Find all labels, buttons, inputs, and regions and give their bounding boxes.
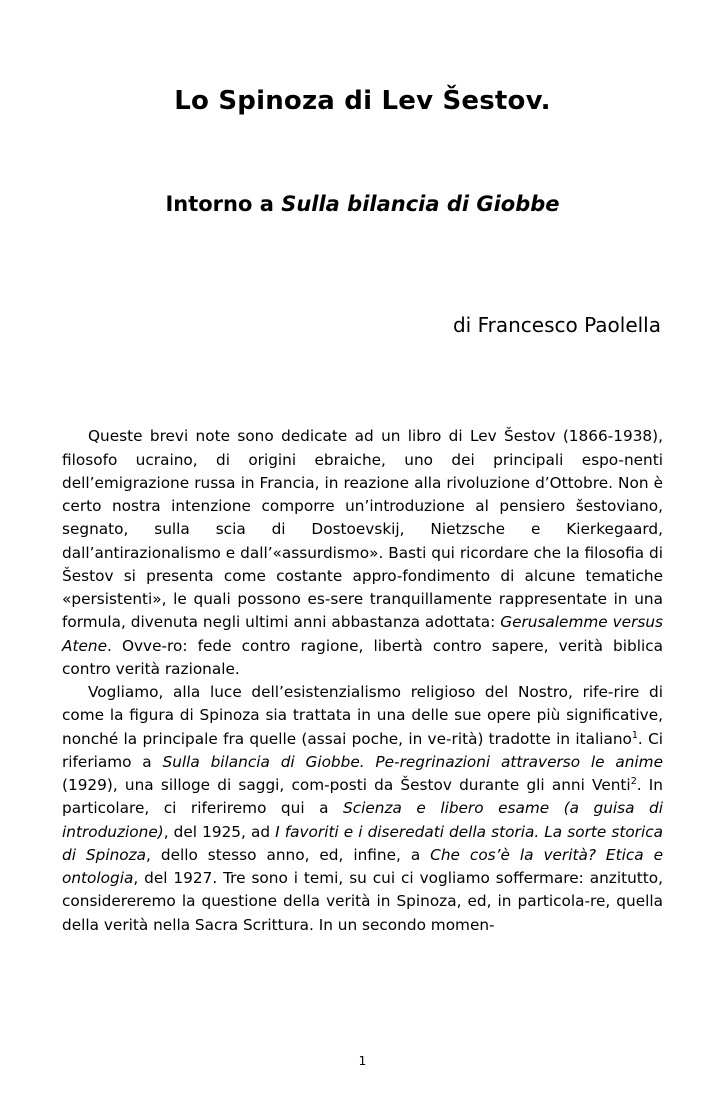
text-run: , del 1927. Tre sono i temi, su cui ci vogliamo soffermare: anzitutto, considereremo la questione della verità in Spinoza, ed, in particola-re, quella della verità nella Sacra Scrittura. In un secondo momen-	[62, 869, 663, 934]
page-number: 1	[358, 1054, 367, 1068]
text-run: . In particolare, ci riferiremo qui a	[62, 776, 663, 818]
text-run: . Ci riferiamo a	[62, 729, 663, 771]
footnote-marker[interactable]: 2	[630, 776, 637, 788]
text-run: . Ovve-ro: fede contro ragione, libertà contro sapere, verità biblica contro verità razionale.	[62, 636, 663, 678]
page-title: Lo Spinoza di Lev Šestov.	[174, 86, 551, 116]
text-run: , dello stesso anno, ed, infine, a	[146, 845, 431, 864]
subtitle-prefix: Intorno a	[165, 192, 282, 217]
text-run: Queste brevi note sono dedicate ad un libro di Lev Šestov (1866-1938), filosofo ucraino, di origini ebraiche, uno dei principali espo-nenti dell’emigrazione russa in Francia, in reazione alla rivoluzione d’Ottobre. Non è certo nostra intenzione comporre un’introduzione al pensiero šestoviano, segnato, sulla scia di Dostoevskij, Nietzsche e Kierkegaard, dall’antirazionalismo e dall’«assurdismo». Basti qui ricordare che la filosofia di Šestov si presenta come costante appro-fondimento di alcune tematiche «persistenti», le quali possono es-sere tranquillamente rappresentate in una formula, divenuta negli ultimi anni abbastanza adottata:	[62, 427, 663, 632]
italic-run: Scienza e libero esame (a guisa di introduzione)	[62, 799, 663, 841]
body-text	[62, 425, 663, 937]
text-run: Vogliamo, alla luce dell’esistenzialismo religioso del Nostro, rife-rire di come la figura di Spinoza sia trattata in una delle sue opere più significative, nonché la principale fra quelle (assai poche, in ve-rità) tradotte in italiano	[62, 683, 663, 748]
italic-run: I favoriti e i diseredati della storia. La sorte storica di Spinoza	[62, 822, 663, 864]
page-subtitle	[62, 191, 663, 217]
italic-run: Gerusalemme versus Atene	[62, 613, 664, 655]
italic-run: Sulla bilancia di Giobbe. Pe-regrinazioni attraverso le anime	[162, 752, 663, 771]
paragraph	[62, 681, 663, 937]
paragraph	[62, 425, 663, 681]
document-page	[0, 86, 725, 1110]
text-run: (1929), una silloge di saggi, com-posti da Šestov durante gli anni Venti	[62, 776, 631, 795]
text-run: , del 1925, ad	[163, 822, 276, 841]
italic-run: Che cos’è la verità? Etica e ontologia	[62, 845, 663, 888]
subtitle-work-title: Sulla bilancia di Giobbe	[281, 192, 560, 217]
author-byline: di Francesco Paolella	[452, 313, 661, 338]
footnote-marker[interactable]: 1	[631, 729, 638, 741]
